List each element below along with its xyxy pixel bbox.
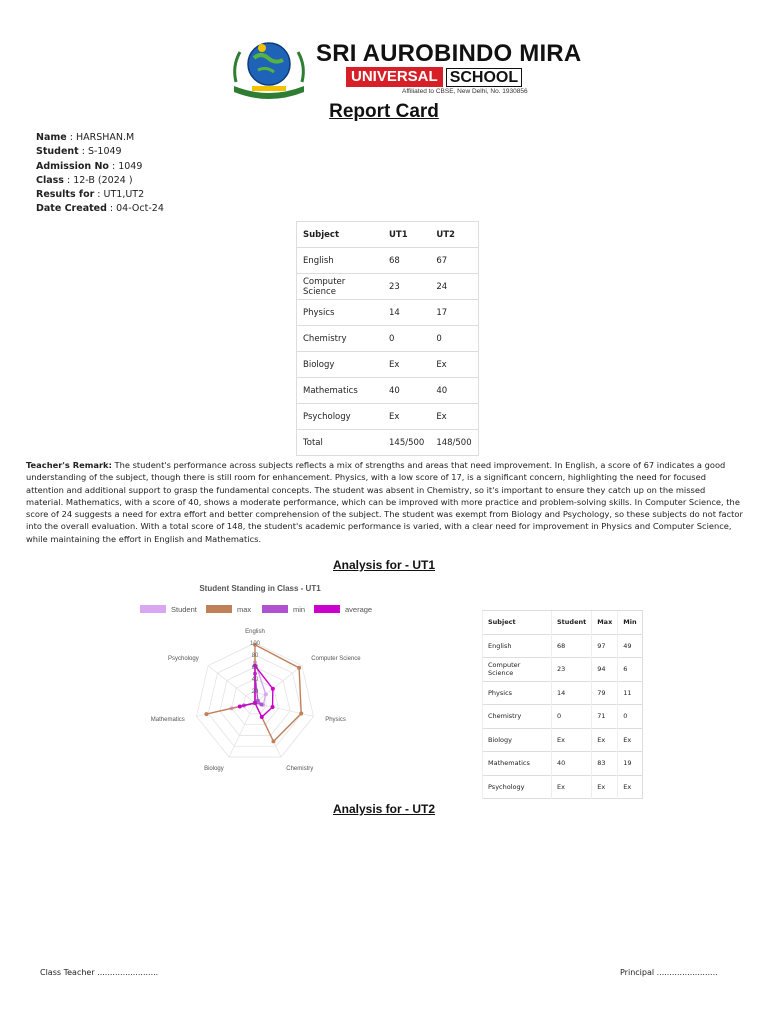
school-logo — [228, 36, 310, 100]
marks-cell: 68 — [383, 248, 430, 274]
analysis-cell: 6 — [618, 658, 643, 682]
axis-label: Psychology — [168, 656, 199, 663]
admission-label: Admission No — [36, 160, 109, 172]
marks-cell: Computer Science — [297, 274, 384, 300]
analysis-cell: 83 — [592, 752, 618, 776]
marks-cell: Psychology — [297, 404, 384, 430]
info-student-row: Student : S-1049 — [36, 146, 122, 158]
marks-cell: 67 — [430, 248, 478, 274]
analysis-row — [483, 634, 643, 658]
marks-cell: 24 — [430, 274, 478, 300]
series-point — [264, 692, 268, 696]
marks-header-cell: Subject — [297, 222, 384, 248]
legend-label: max — [237, 605, 252, 614]
series-point — [260, 715, 264, 719]
school-word-label: SCHOOL — [446, 68, 522, 87]
series-point — [271, 687, 275, 691]
series-point — [271, 705, 275, 709]
student-info — [36, 131, 164, 217]
analysis-cell: Ex — [592, 775, 618, 799]
results-for: UT1,UT2 — [103, 189, 145, 201]
analysis-row — [483, 728, 643, 752]
marks-row — [297, 248, 479, 274]
analysis-cell: 11 — [618, 681, 643, 705]
marks-cell: 23 — [383, 274, 430, 300]
analysis-ut1-title: Analysis for - UT1 — [332, 558, 436, 572]
analysis-cell: 14 — [552, 681, 592, 705]
marks-row — [297, 274, 479, 300]
marks-cell: 14 — [383, 300, 430, 326]
marks-row — [297, 352, 479, 378]
legend-label: Student — [171, 605, 197, 614]
analysis-header-cell: Student — [552, 611, 592, 635]
analysis-cell: 0 — [552, 705, 592, 729]
analysis-cell: 68 — [552, 634, 592, 658]
marks-cell: 145/500 — [383, 430, 430, 456]
marks-cell: Ex — [383, 352, 430, 378]
marks-row — [297, 326, 479, 352]
name-label: Name — [36, 132, 67, 143]
tick-label: 40 — [251, 677, 259, 683]
tick-label: 100 — [249, 641, 261, 647]
series-point — [259, 702, 263, 706]
marks-cell: Ex — [430, 404, 478, 430]
analysis-header-cell: Subject — [483, 611, 552, 635]
analysis-cell: Computer Science — [483, 658, 552, 682]
marks-cell: Ex — [383, 404, 430, 430]
analysis-cell: 79 — [592, 681, 618, 705]
analysis-row — [483, 681, 643, 705]
school-name: SRI AUROBINDO MIRA — [316, 40, 582, 67]
analysis-cell: Biology — [483, 728, 552, 752]
marks-row — [297, 430, 479, 456]
series-point — [299, 712, 303, 716]
axis-label: Mathematics — [150, 717, 185, 724]
info-admission-row: Admission No : 1049 — [36, 160, 143, 172]
info-results-row: Results for : UT1,UT2 — [36, 189, 145, 201]
analysis-cell: Ex — [592, 728, 618, 752]
analysis-header-cell: Min — [618, 611, 643, 635]
series-point — [238, 704, 242, 708]
student-id: S-1049 — [87, 146, 122, 158]
class-value: 12-B (2024 ) — [73, 174, 133, 186]
analysis-cell: English — [483, 634, 552, 658]
admission-no: 1049 — [118, 160, 143, 172]
analysis-cell: Ex — [618, 728, 643, 752]
legend-label: average — [345, 605, 373, 614]
student-label: Student — [36, 146, 79, 158]
analysis-cell: 40 — [552, 752, 592, 776]
analysis-header-cell: Max — [592, 611, 618, 635]
info-name-row: Name : HARSHAN.M — [36, 132, 135, 143]
legend-swatch — [206, 605, 232, 613]
marks-header-row — [297, 222, 479, 248]
analysis-header-row — [483, 611, 643, 635]
analysis-cell: Ex — [618, 775, 643, 799]
analysis-cell: 0 — [618, 705, 643, 729]
analysis-cell: 23 — [552, 658, 592, 682]
marks-row — [297, 404, 479, 430]
marks-cell: Physics — [297, 300, 384, 326]
report-title: Report Card — [329, 101, 439, 122]
marks-cell: 40 — [383, 378, 430, 404]
school-subtitle — [346, 67, 522, 87]
marks-cell: 17 — [430, 300, 478, 326]
analysis-cell: 94 — [592, 658, 618, 682]
analysis-cell: Mathematics — [483, 752, 552, 776]
principal-signature: Principal ........................ — [620, 968, 718, 977]
analysis-cell: Physics — [483, 681, 552, 705]
analysis-row — [483, 752, 643, 776]
analysis-cell: Chemistry — [483, 705, 552, 729]
series-point — [271, 739, 275, 743]
analysis-cell: Ex — [552, 775, 592, 799]
axis-label: Chemistry — [286, 765, 314, 772]
marks-cell: Ex — [430, 352, 478, 378]
legend-label: min — [293, 605, 306, 614]
marks-cell: 148/500 — [430, 430, 478, 456]
marks-row — [297, 378, 479, 404]
info-date-row: Date Created : 04-Oct-24 — [36, 203, 164, 215]
marks-header-cell: UT1 — [383, 222, 430, 248]
results-label: Results for — [36, 189, 95, 201]
analysis-table — [482, 610, 643, 799]
axis-label: English — [245, 629, 265, 635]
series-point — [204, 712, 208, 716]
marks-cell: Biology — [297, 352, 384, 378]
axis-label: Computer Science — [311, 656, 361, 663]
class-label: Class — [36, 174, 64, 186]
marks-cell: Mathematics — [297, 378, 384, 404]
marks-cell: 0 — [383, 326, 430, 352]
radar-chart — [130, 578, 390, 778]
analysis-cell: 97 — [592, 634, 618, 658]
marks-header-cell: UT2 — [430, 222, 478, 248]
school-universal-label: UNIVERSAL — [346, 67, 443, 87]
marks-cell: 0 — [430, 326, 478, 352]
axis-label: Physics — [325, 717, 346, 724]
analysis-cell: Ex — [552, 728, 592, 752]
date-label: Date Created — [36, 203, 107, 215]
tick-label: 80 — [251, 653, 259, 659]
analysis-row — [483, 705, 643, 729]
series-point — [297, 666, 301, 670]
analysis-cell: 71 — [592, 705, 618, 729]
date-created: 04-Oct-24 — [116, 203, 164, 215]
remark-text: The student's performance across subjects reflects a mix of strengths and areas that need improvement. In English, a score of 67 indicates a good understanding of the subject, though there is still room for enhancement. Physics, with a low score of 17, is a significant concern, highlighting the need for focused attention and additional support to grasp the fundamental concepts. The student was absent in Chemistry, so it's important to ensure they catch up on the missed material. Mathematics, with a score of 40, shows a moderate performance, which can be improved with more practice and problem-solving skills. In Computer Science, the score of 24 suggests a need for extra effort and better comprehension of the subject. The student was exempt from Biology and Psychology, so these subjects do not factor into the overall evaluation. With a total score of 148, the student's academic performance is varied, with a clear need for improvement in Physics and Computer Science, while maintaining the effort in English and Mathematics. — [26, 460, 743, 544]
analysis-cell: 49 — [618, 634, 643, 658]
tick-label: 60 — [251, 665, 259, 671]
marks-cell: 40 — [430, 378, 478, 404]
marks-table — [296, 221, 479, 456]
analysis-row — [483, 658, 643, 682]
student-name: HARSHAN.M — [75, 132, 135, 143]
marks-cell: Total — [297, 430, 384, 456]
legend-swatch — [140, 605, 166, 613]
grid-spoke — [229, 703, 255, 757]
series-line — [232, 662, 266, 708]
marks-row — [297, 300, 479, 326]
legend-swatch — [262, 605, 288, 613]
analysis-ut2-title: Analysis for - UT2 — [332, 802, 436, 816]
axis-label: Biology — [204, 765, 224, 772]
tick-label: 0 — [253, 701, 257, 707]
info-class-row: Class : 12-B (2024 ) — [36, 174, 133, 186]
chart-title: Student Standing in Class - UT1 — [199, 584, 321, 593]
remark-label: Teacher's Remark: — [26, 460, 112, 470]
affiliation-text: Affiliated to CBSE, New Delhi, No. 1930856 — [402, 88, 528, 95]
class-teacher-signature: Class Teacher ........................ — [40, 968, 159, 977]
analysis-row — [483, 775, 643, 799]
legend-swatch — [314, 605, 340, 613]
marks-cell: Chemistry — [297, 326, 384, 352]
tick-label: 20 — [251, 689, 259, 695]
analysis-cell: Psychology — [483, 775, 552, 799]
marks-cell: English — [297, 248, 384, 274]
teacher-remark — [26, 459, 744, 545]
analysis-cell: 19 — [618, 752, 643, 776]
